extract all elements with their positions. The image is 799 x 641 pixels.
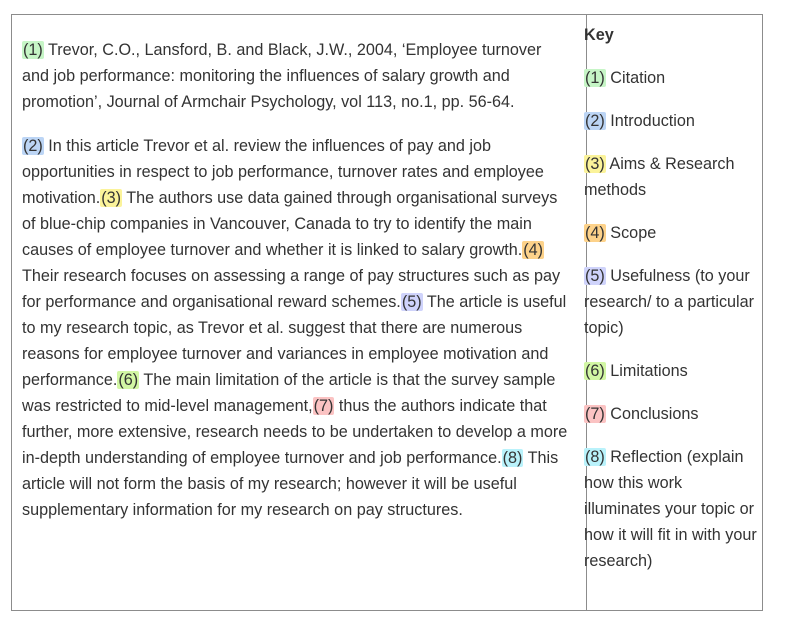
key-label: Conclusions xyxy=(605,405,699,423)
key-item-introduction xyxy=(584,108,759,134)
citation-paragraph xyxy=(22,37,572,115)
marker-reflection: (8) xyxy=(502,449,523,467)
key-item-citation xyxy=(584,65,759,91)
marker-introduction: (2) xyxy=(23,137,43,155)
aims-text: The authors use data gained through organisational surveys of blue-chip companies in Vancouver, Canada to try to identify the main causes of employee turnover and whether it is linked to salary growth. xyxy=(22,189,558,259)
key-marker: (7) xyxy=(585,405,605,423)
citation-text: Trevor, C.O., Lansford, B. and Black, J.W., 2004, ‘Employee turnover and job performance: monitoring the influences of salary growth and promotion’, Journal of Armchair Psychology, vol 113, no.1, pp. 56-64. xyxy=(22,41,542,111)
key-item-aims xyxy=(584,151,759,203)
key-label: Usefulness (to your research/ to a particular topic) xyxy=(584,267,755,337)
key-title: Key xyxy=(584,26,614,44)
marker-usefulness: (5) xyxy=(401,293,422,311)
key-label: Reflection (explain how this work illuminates your topic or how it will fit in with your research) xyxy=(584,448,757,570)
reflection-text: This article will not form the basis of my research; however it will be useful supplementary information for my research on pay structures. xyxy=(22,449,559,519)
key-marker: (4) xyxy=(585,224,605,242)
marker-limitations: (6) xyxy=(118,371,139,389)
marker-scope: (4) xyxy=(523,241,544,259)
key-item-reflection xyxy=(584,444,759,574)
key-marker: (1) xyxy=(585,69,605,87)
marker-citation: (1) xyxy=(23,41,43,59)
key-item-limitations xyxy=(584,358,759,384)
key-marker: (6) xyxy=(585,362,605,380)
marker-aims: (3) xyxy=(101,189,122,207)
key-label: Limitations xyxy=(605,362,688,380)
key-item-usefulness xyxy=(584,263,759,341)
key-marker: (3) xyxy=(585,155,605,173)
conclusions-text: thus the authors indicate that further, more extensive, research needs to be undertaken to develop a more in-depth understanding of employee turnover and job performance. xyxy=(22,397,568,467)
key-item-scope xyxy=(584,220,759,246)
introduction-text: In this article Trevor et al. review the influences of pay and job opportunities in respect to job performance, turnover rates and employee motivation. xyxy=(22,137,544,207)
annotation-column xyxy=(22,37,572,523)
key-column xyxy=(584,22,759,591)
key-label: Scope xyxy=(605,224,657,242)
key-label: Aims & Research methods xyxy=(584,155,735,199)
scope-text: Their research focuses on assessing a range of pay structures such as pay for performance and organisational reward schemes. xyxy=(22,267,561,311)
key-item-conclusions xyxy=(584,401,759,427)
key-label: Introduction xyxy=(605,112,695,130)
marker-conclusions: (7) xyxy=(313,397,334,415)
key-marker: (8) xyxy=(585,448,605,466)
key-label: Citation xyxy=(605,69,666,87)
usefulness-text: The article is useful to my research topic, as Trevor et al. suggest that there are numerous reasons for employee turnover and variances in employee motivation and performance. xyxy=(22,293,567,389)
limitations-text: The main limitation of the article is that the survey sample was restricted to mid-level management, xyxy=(22,371,556,415)
annotation-paragraph xyxy=(22,133,572,523)
key-marker: (5) xyxy=(585,267,605,285)
key-marker: (2) xyxy=(585,112,605,130)
